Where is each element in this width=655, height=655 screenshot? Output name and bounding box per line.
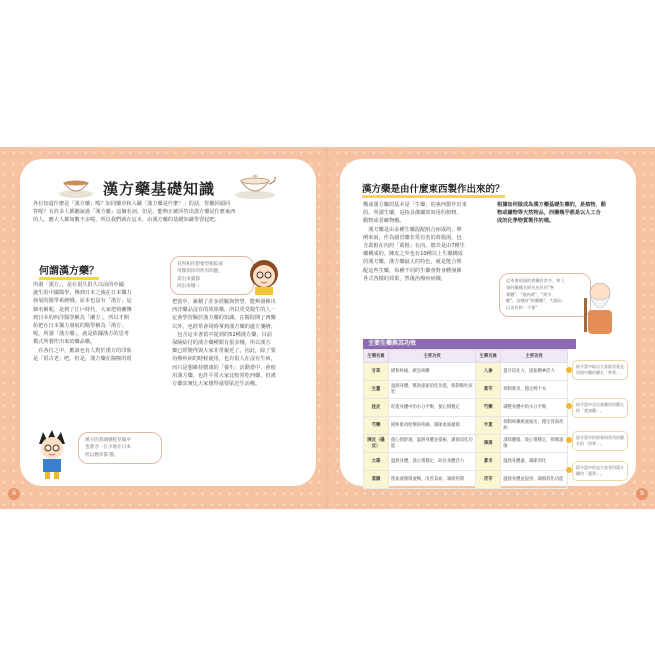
body-column-1: 所謂「漢方」，是在很久很久以前的中國 誕生的中國醫學，傳到日本之後在日本獨力 發展的醫學系統哦。原本也沒有「漢方」這 個名稱呢，是到了江戶時代，大家把荷蘭傳 到日本的西洋醫學稱為「蘭方」，所以才開 始把在日本獨力發展的醫學稱為「漢方」 呢。所謂「漢方藥」，就是依據漢方的思考 模式所製作出來的藥品哦。 在各位之中，應該也有人對於漢方的印象 是「很古老」吧。但是，漢方藥在醫療的現	[33, 282, 132, 362]
herb-name: 茯苓	[476, 471, 501, 489]
teacup-icon	[57, 177, 95, 199]
elder-character-icon	[582, 280, 618, 336]
right-body-text: 構成漢方藥的基本是「生藥」的素西製作出來 的。所謂生藥，是指具備藥效效用的植物、 動物或者礦物哦。 漢方藥是由多種生藥混配組合而成的，舉 例來說，作為感冒藥非常有名的葛根湯，包 含葛根在內的「葛根」在內，總共是由7種生 藥構成的。陳皮之外也有10種以上生藥構成 的漢方藥，漢方藥最大的特色，就是能合理 配這些生藥，每種不同的生藥會對身體發揮 各式各樣的效果，然後治療疾病哦。	[363, 202, 467, 282]
herb-name: 人參	[476, 363, 501, 381]
speech-bubble-bottom: 漢方的煮調總把草做中 也會含一在少地在日本 所以煙草都 哦。	[78, 432, 162, 464]
header-cell: 主要功效	[389, 350, 476, 363]
boy-character-icon	[33, 428, 71, 480]
herb-name: 黃芩	[476, 381, 501, 399]
herb-effect: 提升消化力，提振精神活力	[501, 363, 568, 381]
table-row	[364, 417, 568, 435]
page-number-right: 9	[636, 488, 648, 500]
herb-name: 芍藥	[364, 417, 389, 435]
herb-table-title: 主要生藥與其功效	[363, 339, 576, 349]
intro-paragraph: 各位知道什麼是「漢方藥」嗎？如同藥草和入職「漢方藥是什麼？」的話，你聽回頭回 答呢？有許多人都聽說過「漢方藥」這個名詞，但是，能夠正確回答出漢方藥是什麼東西 的人，應大人都如數不多呢，所以我們就在這本，由漢方藥的基礎知識學習起吧。	[33, 201, 236, 224]
right-side-text: 根據如何做成為漢方藥基礎生藥的，是植物、動 物或礦物等天然物品，西藥幾乎都是以人工合 成的化學物質製作的哦。	[497, 202, 606, 225]
herb-table-header	[364, 350, 568, 363]
herb-effect: 使血液循環流暢，改善貧血，調節經期	[389, 471, 476, 489]
table-row	[364, 363, 568, 381]
herb-name: 蒼朮	[476, 453, 501, 471]
herb-effect: 緩和疼痛、緩息咳嗽	[389, 363, 476, 381]
right-page-title: 漢方藥是由什麼東西製作出來的？	[362, 181, 505, 198]
herb-effect: 溫熱身體，幫助提振消化功能，抑制嘔吐症狀	[389, 381, 476, 399]
herb-effect: 使心情舒適，溫熱身體並提振、調節消化功能	[389, 435, 476, 453]
callout-3: 紹介當中的果香料常用的藥名的「茴香」。	[572, 431, 628, 451]
girl-character-icon	[245, 254, 283, 296]
herb-effect: 緩和肌肉痙攣的疼痛，調節血液循環	[389, 417, 476, 435]
header-cell: 生藥名稱	[476, 350, 501, 363]
callout-2: 紹介當中也自產藥材的藥名的「莫知藥」。	[572, 398, 628, 418]
header-cell: 主要功效	[501, 350, 568, 363]
herb-effect: 抑制咳嗽痰液溢出，穩定胃部疾病	[501, 417, 568, 435]
speech-bubble-right: 這本書裡面的實藥有許多，和上 書的藥種名經名出作用"參 葉數"，"地肉黃"，"黃芩 數"，各種有"的藥數"，大都出 以各位相一不會"	[499, 273, 591, 317]
herb-effect: 促進身體中的水分平衡，使心情穩定	[389, 399, 476, 417]
page-title: 漢方藥基礎知識	[103, 180, 216, 198]
herb-name: 桂皮	[364, 399, 389, 417]
herb-effect: 溫熱身體並提供、調節消化功能	[501, 471, 568, 489]
header-cell: 生藥名稱	[364, 350, 389, 363]
table-row	[364, 453, 568, 471]
table-row	[364, 471, 568, 489]
section-heading-what-is-kampo: 何謂漢方藥？	[39, 262, 99, 280]
herb-table	[363, 349, 568, 489]
herb-name: 澤瀉	[476, 435, 501, 453]
callout-4: 紹介當中的是大家食用漢方藥的「薑黃」。	[572, 461, 628, 481]
table-row	[364, 435, 568, 453]
book-gutter	[326, 147, 329, 509]
callout-1: 紹介當中取自大家最喜愛並用到中藥的藥名「參黃」。	[572, 360, 628, 380]
herb-effect: 消除腫脹、使心情穩定，抑制過敏	[501, 435, 568, 453]
herb-name: 甘草	[364, 363, 389, 381]
herb-effect: 調整身體中的水分平衡	[501, 399, 568, 417]
page-number-left: 6	[8, 488, 20, 500]
herb-name: 生薑	[364, 381, 389, 399]
herb-effect: 抑制發炎、穩定脾不木	[501, 381, 568, 399]
herb-name: 大棗	[364, 453, 389, 471]
herb-name: 當歸	[364, 471, 389, 489]
herb-effect: 溫熱身體器，調節消化	[501, 453, 568, 471]
table-row	[364, 399, 568, 417]
herb-effect: 溫熱身體，使心情穩定，助於身體活力	[389, 453, 476, 471]
speech-bubble-top: 長得和你想要型相似或 用類似你的所有問題， 拿出來讀都 回出來哦～	[170, 256, 254, 295]
table-row	[364, 381, 568, 399]
herb-name: 芍藥	[476, 399, 501, 417]
herb-name: 陳皮（橘皮）	[364, 435, 389, 453]
teapot-icon	[232, 168, 278, 200]
herb-name: 半夏	[476, 417, 501, 435]
body-column-2: 把當中，累積了許多經驗與智慧，能夠發揮出 西洋藥品沒有的效果哦，所以更受醫生的人一 定會學習關於漢方藥的知識，在醫院開了西藥 以外，也經常會同時拿到漢方藥的處方箋唷。 包含這本書當中提到的52種漢方藥，目前 保險給付的漢方藥種類有很多哦，所以漢方 藥已經變得與大家非常親近了，因此，除了要 治療疾病的時候使用，也有很人在沒有生病， 而只是想維持健康的「養生」活動當中，會使 用漢方藥。也許平常大家比較常吃西藥，但漢 方藥其實比大家想得還要貼近生活哦。	[172, 299, 276, 388]
